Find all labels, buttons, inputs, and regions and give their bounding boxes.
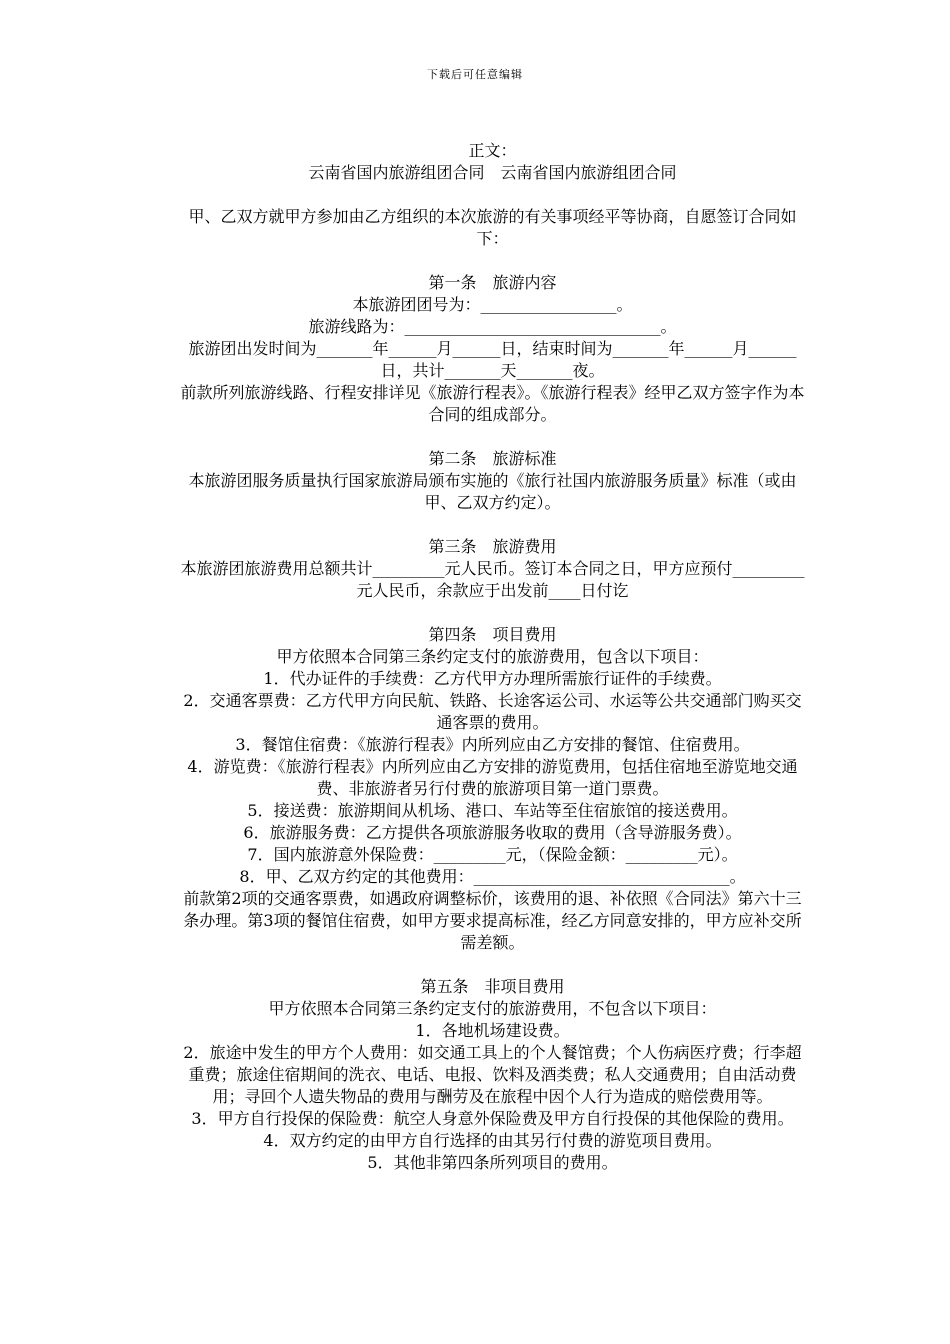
page-header-note: 下载后可任意编辑	[427, 68, 523, 81]
contract-text-line: 第一条 旅游内容	[428, 273, 557, 292]
paragraph-gap	[180, 250, 805, 272]
contract-text-line: 旅游团出发时间为_______年______月______日，结束时间为_______年______月______日，共计_______天_______夜。	[188, 339, 797, 380]
contract-text-line: 正文：	[468, 141, 517, 160]
contract-text-line: 第四条 项目费用	[428, 625, 557, 644]
contract-text-line: 2．旅途中发生的甲方个人费用：如交通工具上的个人餐馆费；个人伤病医疗费；行李超重费；旅途住宿期间的洗衣、电话、电报、饮料及酒类费；私人交通费用；自由活动费用；寻回个人遗失物品的费用与酬劳及在旅程中因个人行为造成的赔偿费用等。	[183, 1043, 802, 1106]
contract-text-line: 甲方依照本合同第三条约定支付的旅游费用，不包含以下项目：	[268, 999, 717, 1018]
contract-text-line: 第二条 旅游标准	[428, 449, 557, 468]
contract-text-line: 3．餐馆住宿费：《旅游行程表》内所列应由乙方安排的餐馆、住宿费用。	[235, 735, 750, 754]
paragraph-gap	[180, 602, 805, 624]
contract-text-line: 6．旅游服务费：乙方提供各项旅游服务收取的费用（含导游服务费）。	[243, 823, 742, 842]
contract-text-line: 3．甲方自行投保的保险费：航空人身意外保险费及甲方自行投保的其他保险的费用。	[191, 1109, 794, 1128]
contract-text-line: 云南省国内旅游组团合同 云南省国内旅游组团合同	[308, 163, 677, 182]
paragraph-gap	[180, 954, 805, 976]
contract-text-line: 第三条 旅游费用	[428, 537, 557, 556]
contract-text-line: 4．游览费：《旅游行程表》内所列应由乙方安排的游览费用，包括住宿地至游览地交通费、非旅游者另行付费的旅游项目第一道门票费。	[187, 757, 798, 798]
contract-text-line: 本旅游团服务质量执行国家旅游局颁布实施的《旅行社国内旅游服务质量》标准（或由甲、乙双方约定）。	[188, 471, 797, 512]
contract-text-line: 旅游线路为：________________________________。	[308, 317, 677, 336]
contract-text-line: 甲、乙双方就甲方参加由乙方组织的本次旅游的有关事项经平等协商，自愿签订合同如下：	[188, 207, 797, 248]
contract-text-line: 5．接送费：旅游期间从机场、港口、车站等至住宿旅馆的接送费用。	[247, 801, 738, 820]
contract-text-line: 前款第2项的交通客票费，如遇政府调整标价，该费用的退、补依照《合同法》第六十三条办理。第3项的餐馆住宿费，如甲方要求提高标准，经乙方同意安排的，甲方应补交所需差额。	[183, 889, 802, 952]
paragraph-gap	[180, 514, 805, 536]
contract-text-line: 1．代办证件的手续费：乙方代甲方办理所需旅行证件的手续费。	[263, 669, 722, 688]
contract-text-line: 4．双方约定的由甲方自行选择的由其另行付费的游览项目费用。	[263, 1131, 722, 1150]
contract-text-line: 5．其他非第四条所列项目的费用。	[367, 1153, 618, 1172]
contract-text-line: 前款所列旅游线路、行程安排详见《旅游行程表》。《旅游行程表》经甲乙双方签字作为本合同的组成部分。	[180, 383, 805, 424]
contract-text-line: 本旅游团团号为：_________________。	[352, 295, 633, 314]
contract-text-line: 本旅游团旅游费用总额共计_________元人民币。签订本合同之日，甲方应预付_________元人民币，余款应于出发前____日付讫	[180, 559, 805, 600]
contract-text-line: 甲方依照本合同第三条约定支付的旅游费用，包含以下项目：	[276, 647, 709, 666]
contract-body	[180, 140, 805, 1174]
paragraph-gap	[180, 426, 805, 448]
contract-text-line: 第五条 非项目费用	[420, 977, 565, 996]
contract-text-line: 8．甲、乙双方约定的其他费用：________________________________。	[239, 867, 746, 886]
contract-text-line: 7．国内旅游意外保险费：_________元，（保险金额：_________元）。	[247, 845, 738, 864]
contract-text-line: 2．交通客票费：乙方代甲方向民航、铁路、长途客运公司、水运等公共交通部门购买交通客票的费用。	[183, 691, 802, 732]
paragraph-gap	[180, 184, 805, 206]
contract-text-line: 1．各地机场建设费。	[415, 1021, 570, 1040]
